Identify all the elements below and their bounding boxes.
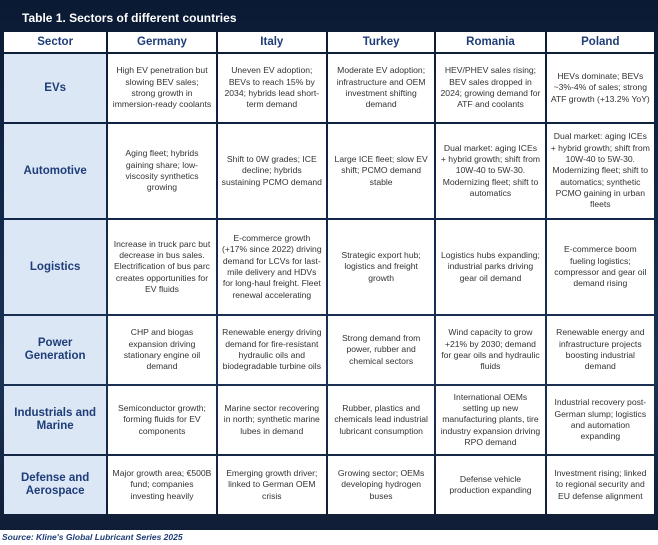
table-title: Table 1. Sectors of different countries	[22, 11, 237, 25]
table-cell: International OEMs setting up new manufacturing plants, tire industry expansion driving RPO demand	[436, 386, 544, 454]
table-cell: E-commerce growth (+17% since 2022) driving demand for LCVs for last-mile delivery and HDVs for long-haul freight. Fleet renewal accelerating	[218, 220, 326, 314]
table-cell: Moderate EV adoption; infrastructure and OEM investment shifting demand	[328, 54, 434, 122]
table-row	[4, 316, 654, 384]
table-cell: HEVs dominate; BEVs ~3%-4% of sales; strong ATF growth (+13.2% YoY)	[547, 54, 654, 122]
table-cell: Aging fleet; hybrids gaining share; low-viscosity synthetics growing	[108, 124, 215, 218]
table-cell: High EV penetration but slowing BEV sales; strong growth in immersion-ready coolants	[108, 54, 215, 122]
header-sector: Sector	[4, 32, 106, 52]
table-cell: Dual market: aging ICEs + hybrid growth; shift from 10W-40 to 5W-30. Modernizing fleet; shift to automatics	[436, 124, 544, 218]
table-cell: Semiconductor growth; forming fluids for EV components	[108, 386, 215, 454]
table-cell: Dual market: aging ICEs + hybrid growth; shift from 10W-40 to 5W-30. Modernizing fleet; shift to automatics; synthetic PCMO gaining in urban fleets	[547, 124, 654, 218]
table-cell: Marine sector recovering in north; synthetic marine lubes in demand	[218, 386, 326, 454]
table-cell: Emerging growth driver; linked to German OEM crisis	[218, 456, 326, 514]
table-cell: Rubber, plastics and chemicals lead industrial lubricant consumption	[328, 386, 434, 454]
header-italy: Italy	[218, 32, 326, 52]
table-row	[4, 386, 654, 454]
sector-label: Power Generation	[4, 316, 106, 384]
sector-label: Defense and Aerospace	[4, 456, 106, 514]
table-cell: Defense vehicle production expanding	[436, 456, 544, 514]
header-poland: Poland	[547, 32, 654, 52]
table-cell: Strategic export hub; logistics and freight growth	[328, 220, 434, 314]
table-row	[4, 54, 654, 122]
table-cell: Investment rising; linked to regional security and EU defense alignment	[547, 456, 654, 514]
table-cell: Increase in truck parc but decrease in bus sales. Electrification of bus parc creates opportunities for EV fluids	[108, 220, 215, 314]
table-row	[4, 456, 654, 514]
table-cell: E-commerce boom fueling logistics; compressor and gear oil demand rising	[547, 220, 654, 314]
header-germany: Germany	[108, 32, 215, 52]
sector-label: Automotive	[4, 124, 106, 218]
table-cell: Large ICE fleet; slow EV shift; PCMO demand stable	[328, 124, 434, 218]
sector-label: EVs	[4, 54, 106, 122]
table-cell: CHP and biogas expansion driving stationary engine oil demand	[108, 316, 215, 384]
table-cell: Wind capacity to grow +21% by 2030; demand for gear oils and hydraulic fluids	[436, 316, 544, 384]
header-row	[4, 32, 654, 52]
sectors-table	[2, 30, 656, 516]
source-note: Source: Kline's Global Lubricant Series 2025	[2, 532, 183, 542]
table-row	[4, 124, 654, 218]
table-cell: HEV/PHEV sales rising; BEV sales dropped in 2024; growing demand for ATF and coolants	[436, 54, 544, 122]
table-row	[4, 220, 654, 314]
sector-label: Logistics	[4, 220, 106, 314]
table-cell: Industrial recovery post-German slump; logistics and automation expanding	[547, 386, 654, 454]
table-cell: Renewable energy driving demand for fire-resistant hydraulic oils and biodegradable turbine oils	[218, 316, 326, 384]
table-cell: Uneven EV adoption; BEVs to reach 15% by 2034; hybrids lead short-term demand	[218, 54, 326, 122]
sector-label: Industrials and Marine	[4, 386, 106, 454]
table-cell: Growing sector; OEMs developing hydrogen buses	[328, 456, 434, 514]
table-cell: Major growth area; €500B fund; companies investing heavily	[108, 456, 215, 514]
table-cell: Logistics hubs expanding; industrial parks driving gear oil demand	[436, 220, 544, 314]
header-turkey: Turkey	[328, 32, 434, 52]
table-cell: Renewable energy and infrastructure projects boosting industrial demand	[547, 316, 654, 384]
header-romania: Romania	[436, 32, 544, 52]
table-cell: Strong demand from power, rubber and chemical sectors	[328, 316, 434, 384]
table-cell: Shift to 0W grades; ICE decline; hybrids sustaining PCMO demand	[218, 124, 326, 218]
